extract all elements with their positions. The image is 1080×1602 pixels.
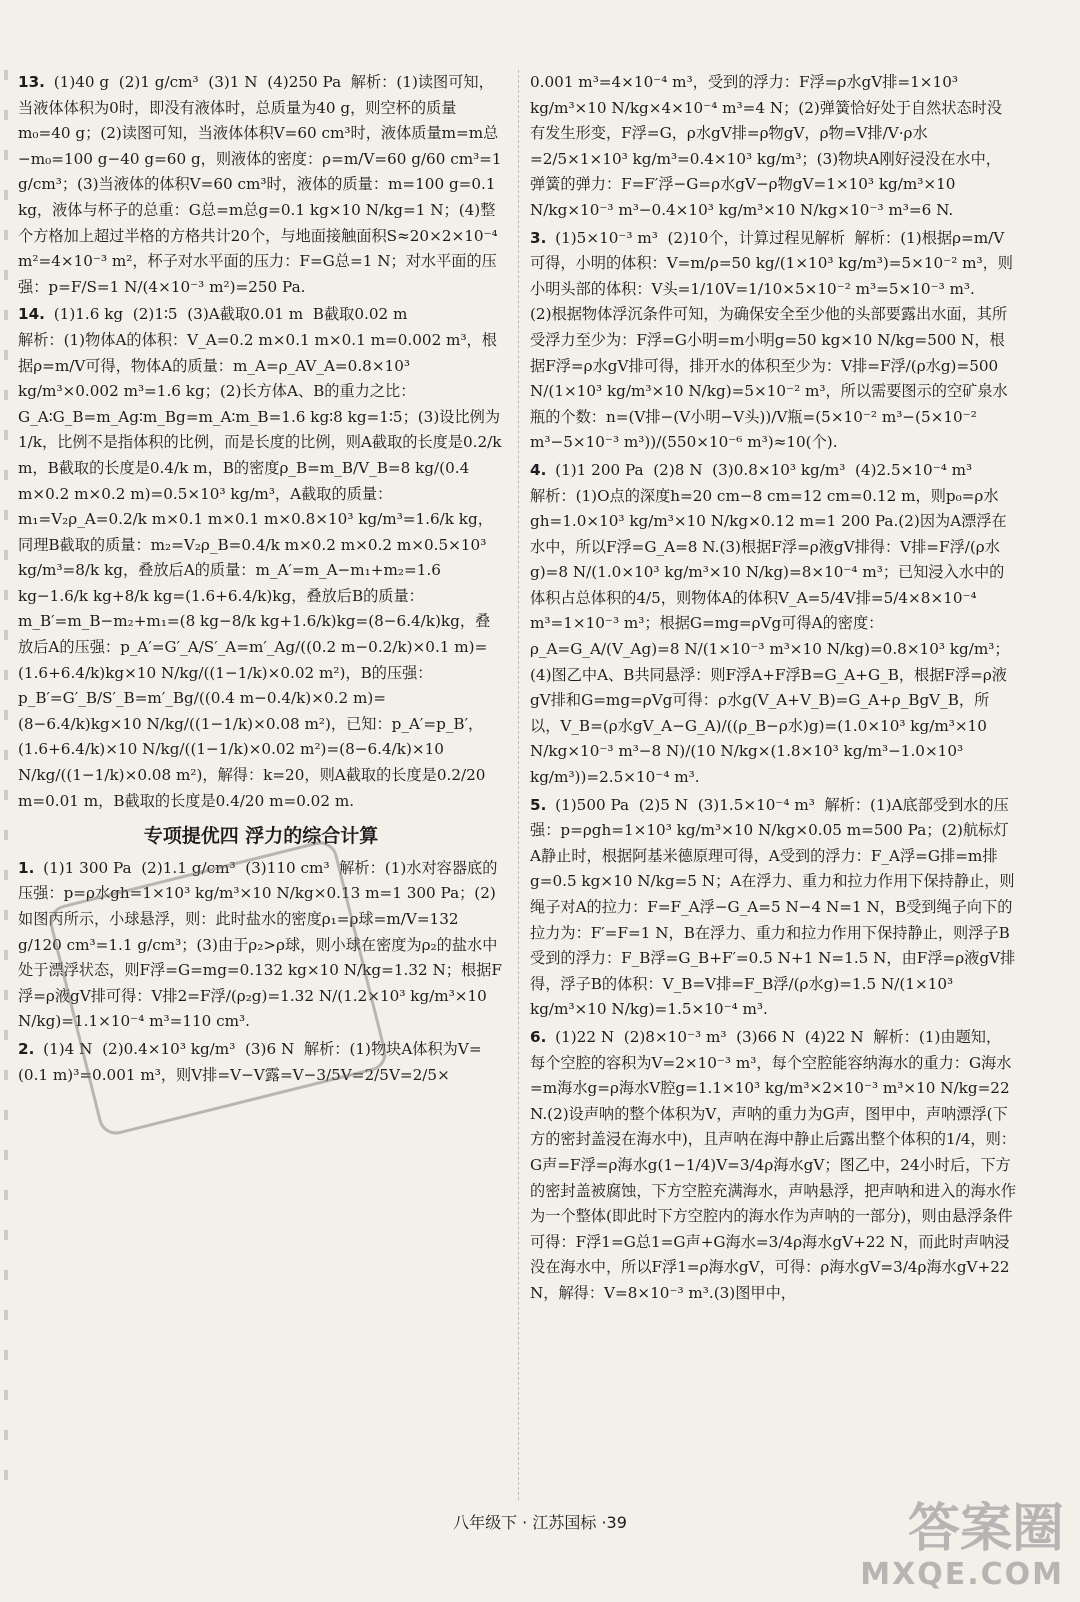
right-column [530, 70, 1016, 1309]
section-title: 专项提优四 浮力的综合计算 [143, 825, 379, 848]
answer-item-13 [18, 70, 507, 300]
item-text: (1)1.6 kg (2)1∶5 (3)A截取0.01 m B截取0.02 m [53, 305, 408, 324]
page-footer: 八年级下 · 江苏国标 ·39 [453, 1513, 627, 1532]
item-text: (1)40 g (2)1 g/cm³ (3)1 N (4)250 Pa 解析：(1)读图可知，当液体体积为0时，即没有液体时，总质量为40 g，则空杯的质量m₀=40 g；(2)读图可知，当液体体积V=60 cm³时，液体质量m=m总−m₀=100 g−40 g=60 g，则液体的密度：ρ=m/V=60 g/60 cm³=1 g/cm³；(3)当液体的体积V=60 cm³时，液体的质量：m=100 g=0.1 kg，液体与杯子的总重：G总=m总g=0.1 kg×10 N/kg=1 N；(4)整个方格加上超过半格的方格共计20个，与地面接触面积S≈20×2×10⁻⁴ m²=4×10⁻³ m²，杯子对水平面的压力：F=G总=1 N；对水平面的压强：p=F/S=1 N/(4×10⁻³ m²)=250 Pa. [18, 73, 507, 296]
item-number: 2. [18, 1039, 35, 1058]
item-text: 解析：(1)O点的深度h=20 cm−8 cm=12 cm=0.12 m，则p₀=ρ水gh=1.0×10³ kg/m³×10 N/kg×0.12 m=1 200 Pa.(2)因为A漂浮在水中，所以F浮=G_A=8 N.(3)根据F浮=ρ液gV排得：V排=F浮/(ρ水g)=8 N/(1.0×10³ kg/m³×10 N/kg)=8×10⁻⁴ m³；已知浸入水中的体积占总体积的4/5，则物体A的体积V_A=5/4V排=5/4×8×10⁻⁴ m³=1×10⁻³ m³；根据G=mg=ρVg可得A的密度：ρ_A=G_A/(V_Ag)=8 N/(1×10⁻³ m³×10 N/kg)=0.8×10³ kg/m³；(4)图乙中A、B共同悬浮：则F浮A+F浮B=G_A+G_B，根据F浮=ρ液gV排和G=mg=ρVg可得：ρ水g(V_A+V_B)=G_A+ρ_BgV_B，所以，V_B=(ρ水gV_A−G_A)/((ρ_B−ρ水)g)=(1.0×10³ kg/m³×10 N/kg×10⁻³ m³−8 N)/(10 N/kg×(1.8×10³ kg/m³−1.0×10³ kg/m³))=2.5×10⁻⁴ m³. [530, 486, 1010, 787]
item-text: (1)22 N (2)8×10⁻³ m³ (3)66 N (4)22 N 解析：(1)由题知，每个空腔的容积为V=2×10⁻³ m³，每个空腔能容纳海水的重力：G海水=m海水g=ρ海水V腔g=1.1×10³ kg/m³×2×10⁻³ m³×10 N/kg=22 N.(2)设声呐的整个体积为V，声呐的重力为G声，图甲中，声呐漂浮(下方的密封盖浸在海水中)，且声呐在海中静止后露出整个体积的1/4，则：G声=F浮=ρ海水g(1−1/4)V=3/4ρ海水gV；图乙中，24小时后，下方的密封盖被腐蚀，下方空腔充满海水，声呐悬浮，把声呐和进入的海水作为一个整体(即此时下方空腔内的海水作为声呐的一部分)，则由悬浮条件可得：F浮1=G总1=G声+G海水=3/4ρ海水gV+22 N，而此时声呐浸没在海水中，所以F浮1=ρ海水gV，可得：ρ海水gV=3/4ρ海水gV+22 N，解得：V=8×10⁻³ m³.(3)图甲中， [530, 1027, 1016, 1302]
item-text: (1)5×10⁻³ m³ (2)10个，计算过程见解析 解析：(1)根据ρ=m/V可得，小明的体积：V=m/ρ=50 kg/(1×10³ kg/m³)=5×10⁻² m³，则小明头部的体积：V头=1/10V=1/10×5×10⁻² m³=5×10⁻³ m³. [530, 228, 1013, 298]
item-number: 5. [530, 795, 547, 814]
item-number: 3. [530, 228, 547, 247]
binding-holes [4, 70, 8, 1500]
item-number: 13. [18, 73, 45, 91]
answer-item-6 [530, 1025, 1016, 1307]
answer-item-14 [18, 302, 507, 814]
item-text: (2)根据物体浮沉条件可知，为确保安全至少他的头部要露出水面，其所受浮力至少为：F浮=G小明=m小明g=50 kg×10 N/kg=500 N，根据F浮=ρ水gV排可得，排开水的体积至少为：V排=F浮/(ρ水g)=500 N/(1×10³ kg/m³×10 N/kg)=5×10⁻² m³，所以需要图示的空矿泉水瓶的个数：n=(V排−(V小明−V头))/V瓶=(5×10⁻² m³−(5×10⁻² m³−5×10⁻³ m³))/(550×10⁻⁶ m³)≈10(个). [530, 305, 1008, 452]
item-number: 14. [18, 305, 45, 324]
item-text: 0.001 m³=4×10⁻⁴ m³，受到的浮力：F浮=ρ水gV排=1×10³ kg/m³×10 N/kg×4×10⁻⁴ m³=4 N；(2)弹簧恰好处于自然状态时没有发生形变，F浮=G，ρ水gV排=ρ物gV，ρ物=V排/V·ρ水=2/5×1×10³ kg/m³=0.4×10³ kg/m³；(3)物块A刚好浸没在水中，弹簧的弹力：F=F′浮−G=ρ水gV−ρ物gV=1×10³ kg/m³×10 N/kg×10⁻³ m³−0.4×10³ kg/m³×10 N/kg×10⁻³ m³=6 N. [530, 73, 1003, 219]
item-text: (1)500 Pa (2)5 N (3)1.5×10⁻⁴ m³ 解析：(1)A底部受到水的压强：p=ρgh=1×10³ kg/m³×10 N/kg×0.05 m=500 Pa；(2)航标灯A静止时，根据阿基米德原理可得，A受到的浮力：F_A浮=G排=m排g=0.5 kg×10 N/kg=5 N；A在浮力、重力和拉力作用下保持静止，则绳子对A的拉力：F=F_A浮−G_A=5 N−4 N=1 N，B受到绳子向下的拉力为：F′=F=1 N，B在浮力、重力和拉力作用下保持静止，则浮子B受到的浮力：F_B浮=G_B+F′=0.5 N+1 N=1.5 N，由F浮=ρ液gV排得，浮子B的体积：V_B=V排=F_B浮/(ρ水g)=1.5 N/(1×10³ kg/m³×10 N/kg)=1.5×10⁻⁴ m³. [530, 795, 1016, 1019]
item-number: 1. [18, 858, 35, 877]
item-number: 4. [530, 460, 547, 479]
answer-item-5 [530, 793, 1016, 1023]
watermark-logo: 答案圈 [907, 1499, 1064, 1559]
answer-item-4 [530, 458, 1016, 791]
answer-item-2-continued [530, 70, 1016, 224]
item-text: (1)4 N (2)0.4×10³ kg/m³ (3)6 N 解析：(1)物块A体积为V=(0.1 m)³=0.001 m³，则V排=V−V露=V−3/5V=2/5V=2/5× [18, 1039, 482, 1084]
column-divider [518, 70, 519, 1500]
site-watermark [860, 1501, 1064, 1592]
item-text: 解析：(1)物体A的体积：V_A=0.2 m×0.1 m×0.1 m=0.002 m³，根据ρ=m/V可得，物体A的质量：m_A=ρ_AV_A=0.8×10³ kg/m³×0.002 m³=1.6 kg；(2)长方体A、B的重力之比：G_A∶G_B=m_Ag∶m_Bg=m_A∶m_B=1.6 kg∶8 kg=1∶5；(3)设比例为1/k，比例不是指体积的比例，而是长度的比例，则A截取的长度是0.2/k m，B截取的长度是0.4/k m，B的密度ρ_B=m_B/V_B=8 kg/(0.4 m×0.2 m×0.2 m)=0.5×10³ kg/m³，A截取的质量：m₁=V₂ρ_A=0.2/k m×0.1 m×0.1 m×0.8×10³ kg/m³=1.6/k kg，同理B截取的质量：m₂=V₂ρ_B=0.4/k m×0.2 m×0.2 m×0.5×10³ kg/m³=8/k kg，叠放后A的质量：m_A′=m_A−m₁+m₂=1.6 kg−1.6/k kg+8/k kg=(1.6+6.4/k)kg，叠放后B的质量：m_B′=m_B−m₂+m₁=(8 kg−8/k kg+1.6/k)kg=(8−6.4/k)kg，叠放后A的压强：p_A′=G′_A/S′_A=m′_Ag/((0.2 m−0.2/k)×0.1 m)=(1.6+6.4/k)kg×10 N/kg/((1−1/k)×0.02 m²)，B的压强：p_B′=G′_B/S′_B=m′_Bg/((0.4 m−0.4/k)×0.2 m)=(8−6.4/k)kg×10 N/kg/((1−1/k)×0.08 m²)，已知：p_A′=p_B′，(1.6+6.4/k)×10 N/kg/((1−1/k)×0.02 m²)=(8−6.4/k)×10 N/kg/((1−1/k)×0.08 m²)，解得：k=20，则A截取的长度是0.2/20 m=0.01 m，B截取的长度是0.4/20 m=0.02 m. [18, 330, 507, 810]
item-text: (1)1 200 Pa (2)8 N (3)0.8×10³ kg/m³ (4)2.5×10⁻⁴ m³ [555, 460, 973, 479]
item-text: (1)1 300 Pa (2)1.1 g/cm³ (3)110 cm³ 解析：(1)水对容器底的压强：p=ρ水gh=1×10³ kg/m³×10 N/kg×0.13 m=1 300 Pa；(2)如图丙所示，小球悬浮，则：此时盐水的密度ρ₁=ρ球=m/V=132 g/120 cm³=1.1 g/cm³；(3)由于ρ₂>ρ球，则小球在密度为ρ₂的盐水中处于漂浮状态，则F浮=G=mg=0.132 kg×10 N/kg=1.32 N；根据F浮=ρ液gV排可得：V排2=F浮/(ρ₂g)=1.32 N/(1.2×10³ kg/m³×10 N/kg)=1.1×10⁻⁴ m³=110 cm³. [18, 858, 502, 1031]
answer-item-3 [530, 226, 1016, 456]
watermark-url: MXQE.COM [860, 1557, 1064, 1592]
item-number: 6. [530, 1027, 547, 1046]
